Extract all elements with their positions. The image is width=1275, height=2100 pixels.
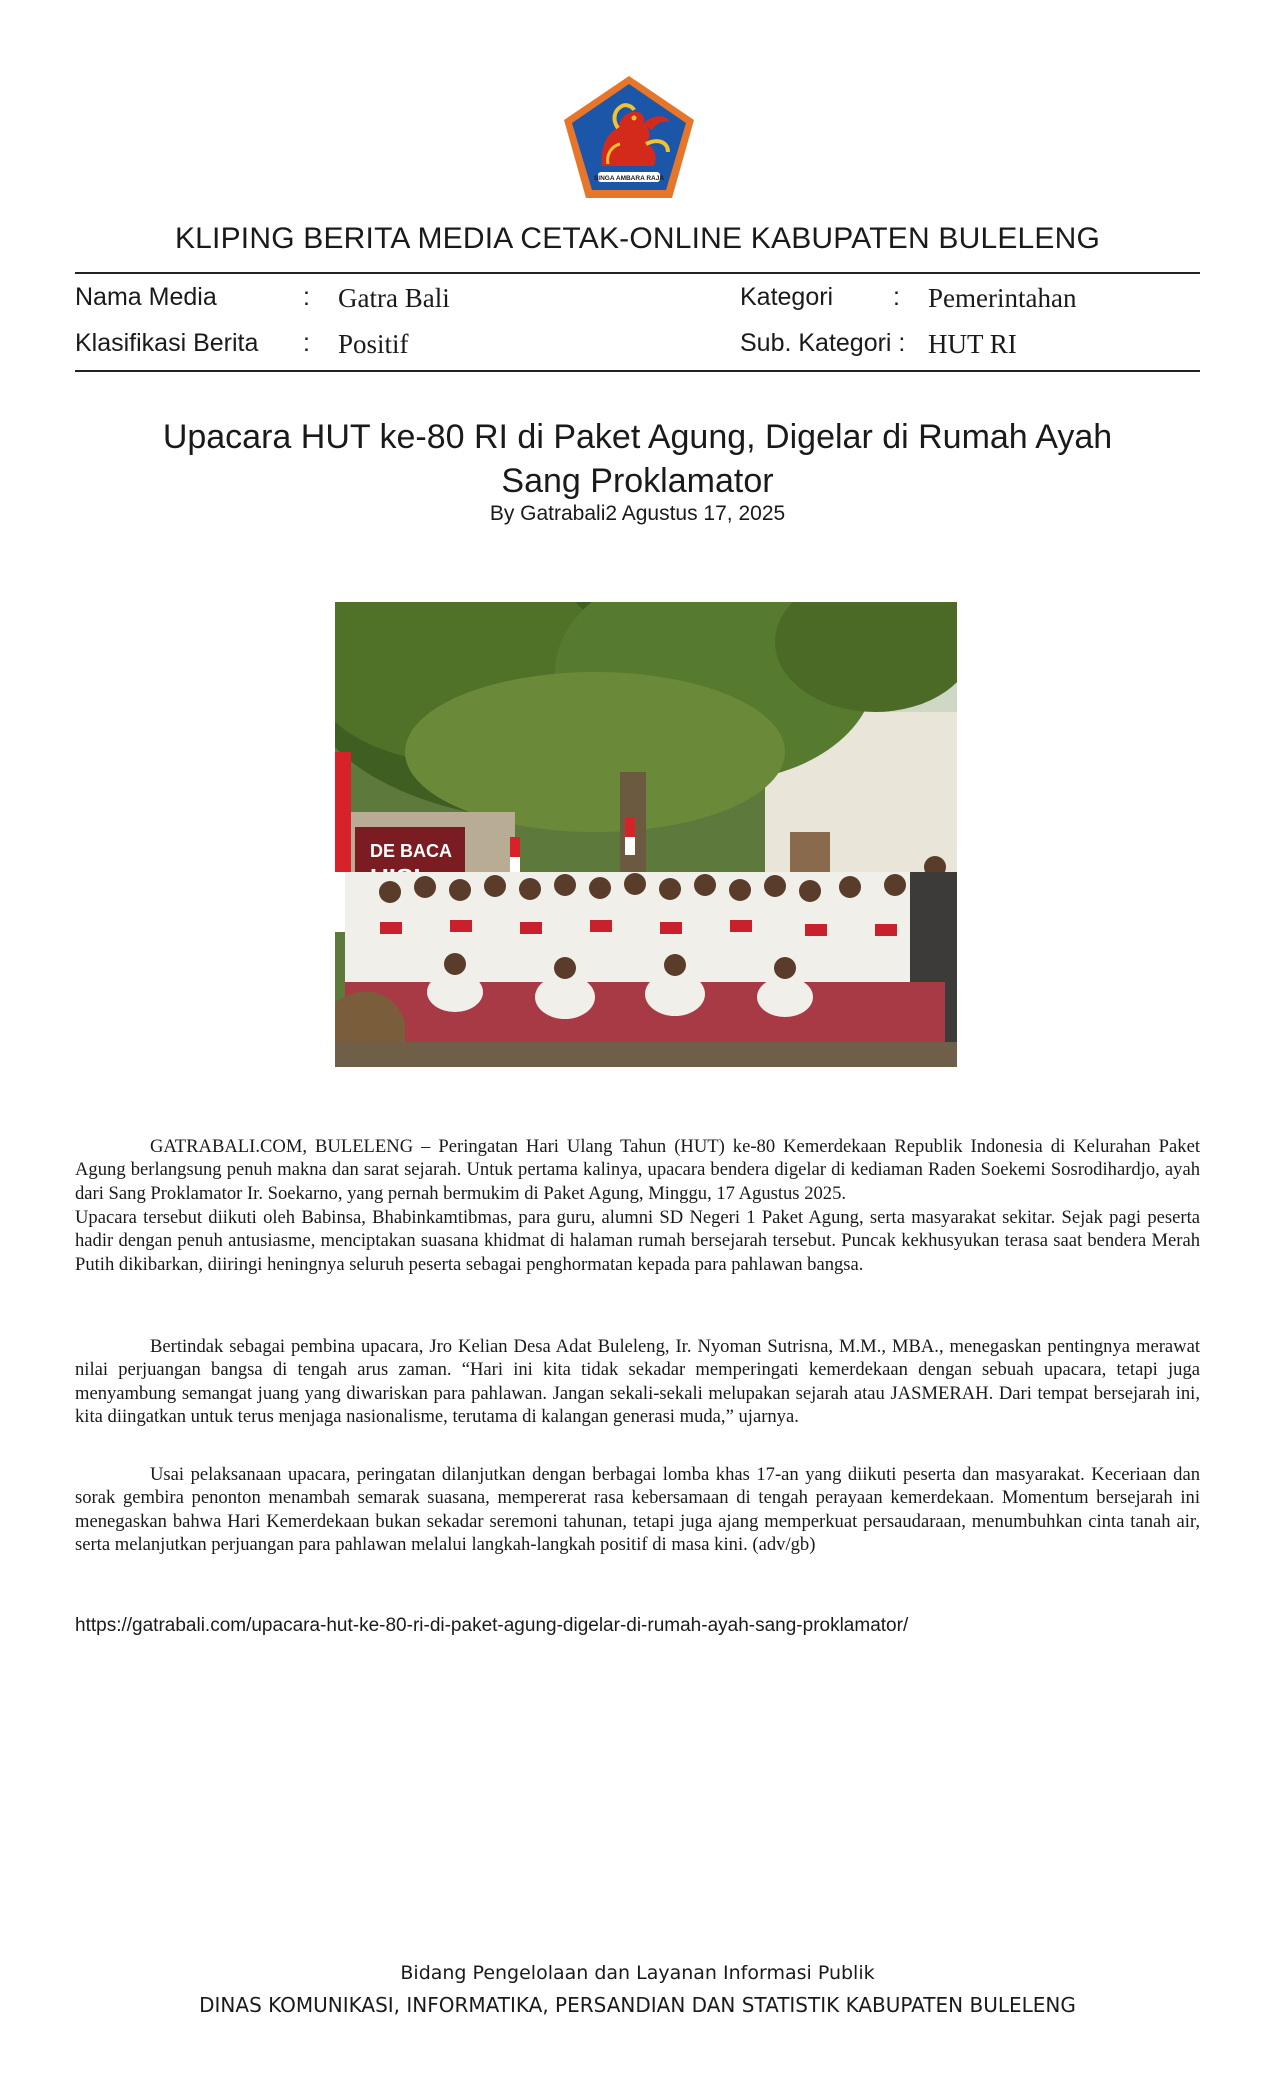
nama-media-colon: :	[303, 283, 310, 311]
header-rule-bottom	[75, 370, 1200, 372]
article-byline: By Gatrabali2 Agustus 17, 2025	[489, 502, 786, 525]
footer-agency: DINAS KOMUNIKASI, INFORMATIKA, PERSANDIAN DAN STATISTIK KABUPATEN BULELENG	[199, 1993, 1076, 2017]
clipping-header-title: KLIPING BERITA MEDIA CETAK-ONLINE KABUPATEN BULELENG	[174, 222, 1101, 255]
buleleng-emblem-logo	[562, 74, 696, 200]
kategori-label: Kategori	[740, 283, 834, 311]
klasifikasi-value: Positif	[338, 329, 409, 359]
article-paragraph-3: Bertindak sebagai pembina upacara, Jro Kelian Desa Adat Buleleng, Ir. Nyoman Sutrisna, M.M., MBA., menegaskan pentingnya merawat nilai perjuangan bangsa di tengah arus zaman. “Hari ini kita tidak sekadar memperingati kemerdekaan dengan sebuah upacara, tetapi juga menyambung semangat juang yang diwariskan para pahlawan. Jangan sekali-sekali melupakan sejarah atau JASMERAH. Dari tempat bersejarah ini, kita diingatkan untuk terus menjaga nasionalisme, terutama di kalangan generasi muda,” ujarnya.	[75, 1336, 1200, 1428]
nama-media-label: Nama Media	[75, 283, 217, 311]
logo-motto-text: SINGA AMBARA RAJA	[593, 175, 665, 182]
article-title-line1: Upacara HUT ke-80 RI di Paket Agung, Digelar di Rumah Ayah	[162, 418, 1113, 456]
sub-kategori-value: HUT RI	[928, 329, 1017, 359]
klasifikasi-colon: :	[303, 329, 310, 357]
article-title-line2: Sang Proklamator	[501, 462, 774, 500]
article-paragraph-1: GATRABALI.COM, BULELENG – Peringatan Hari Ulang Tahun (HUT) ke-80 Kemerdekaan Republik Indonesia di Kelurahan Paket Agung berlangsung penuh makna dan sarat sejarah. Untuk pertama kalinya, upacara bendera digelar di kediaman Raden Soekemi Sosrodihardjo, ayah dari Sang Proklamator Ir. Soekarno, yang pernah bermukim di Paket Agung, Minggu, 17 Agustus 2025.	[75, 1136, 1200, 1204]
nama-media-value: Gatra Bali	[338, 283, 450, 313]
article-title	[150, 415, 1125, 503]
article-paragraph-4: Usai pelaksanaan upacara, peringatan dilanjutkan dengan berbagai lomba khas 17-an yang diikuti peserta dan masyarakat. Keceriaan dan sorak gembira penonton menambah semarak suasana, mempererat rasa kebersamaan di tengah perayaan kemerdekaan. Momentum bersejarah ini menegaskan bahwa Hari Kemerdekaan bukan sekadar seremoni tahunan, tetapi juga ajang memperkuat persaudaraan, menumbuhkan cinta tanah air, serta melanjutkan perjuangan para pahlawan melalui langkah-langkah positif di masa kini. (adv/gb)	[75, 1464, 1200, 1556]
article-paragraph-2: Upacara tersebut diikuti oleh Babinsa, Bhabinkamtibmas, para guru, alumni SD Negeri 1 Paket Agung, serta masyarakat sekitar. Sejak pagi peserta hadir dengan penuh antusiasme, menciptakan suasana khidmat di halaman rumah bersejarah tersebut. Puncak kekhusyukan terasa saat bendera Merah Putih dikibarkan, diiringi heningnya seluruh peserta sebagai penghormatan kepada para pahlawan bangsa.	[75, 1207, 1200, 1275]
klasifikasi-label: Klasifikasi Berita	[75, 329, 259, 357]
footer-department: Bidang Pengelolaan dan Layanan Informasi Publik	[400, 1962, 875, 1984]
kategori-colon: :	[893, 283, 900, 311]
kategori-value: Pemerintahan	[928, 283, 1077, 313]
photo-banner-text-1: DE BACA	[370, 841, 453, 861]
source-url-link[interactable]: https://gatrabali.com/upacara-hut-ke-80-ri-di-paket-agung-digelar-di-rumah-ayah-sang-proklamator/	[75, 1615, 909, 1636]
sub-kategori-label: Sub. Kategori :	[740, 329, 906, 357]
article-photo	[335, 602, 957, 1067]
header-rule-top	[75, 272, 1200, 274]
